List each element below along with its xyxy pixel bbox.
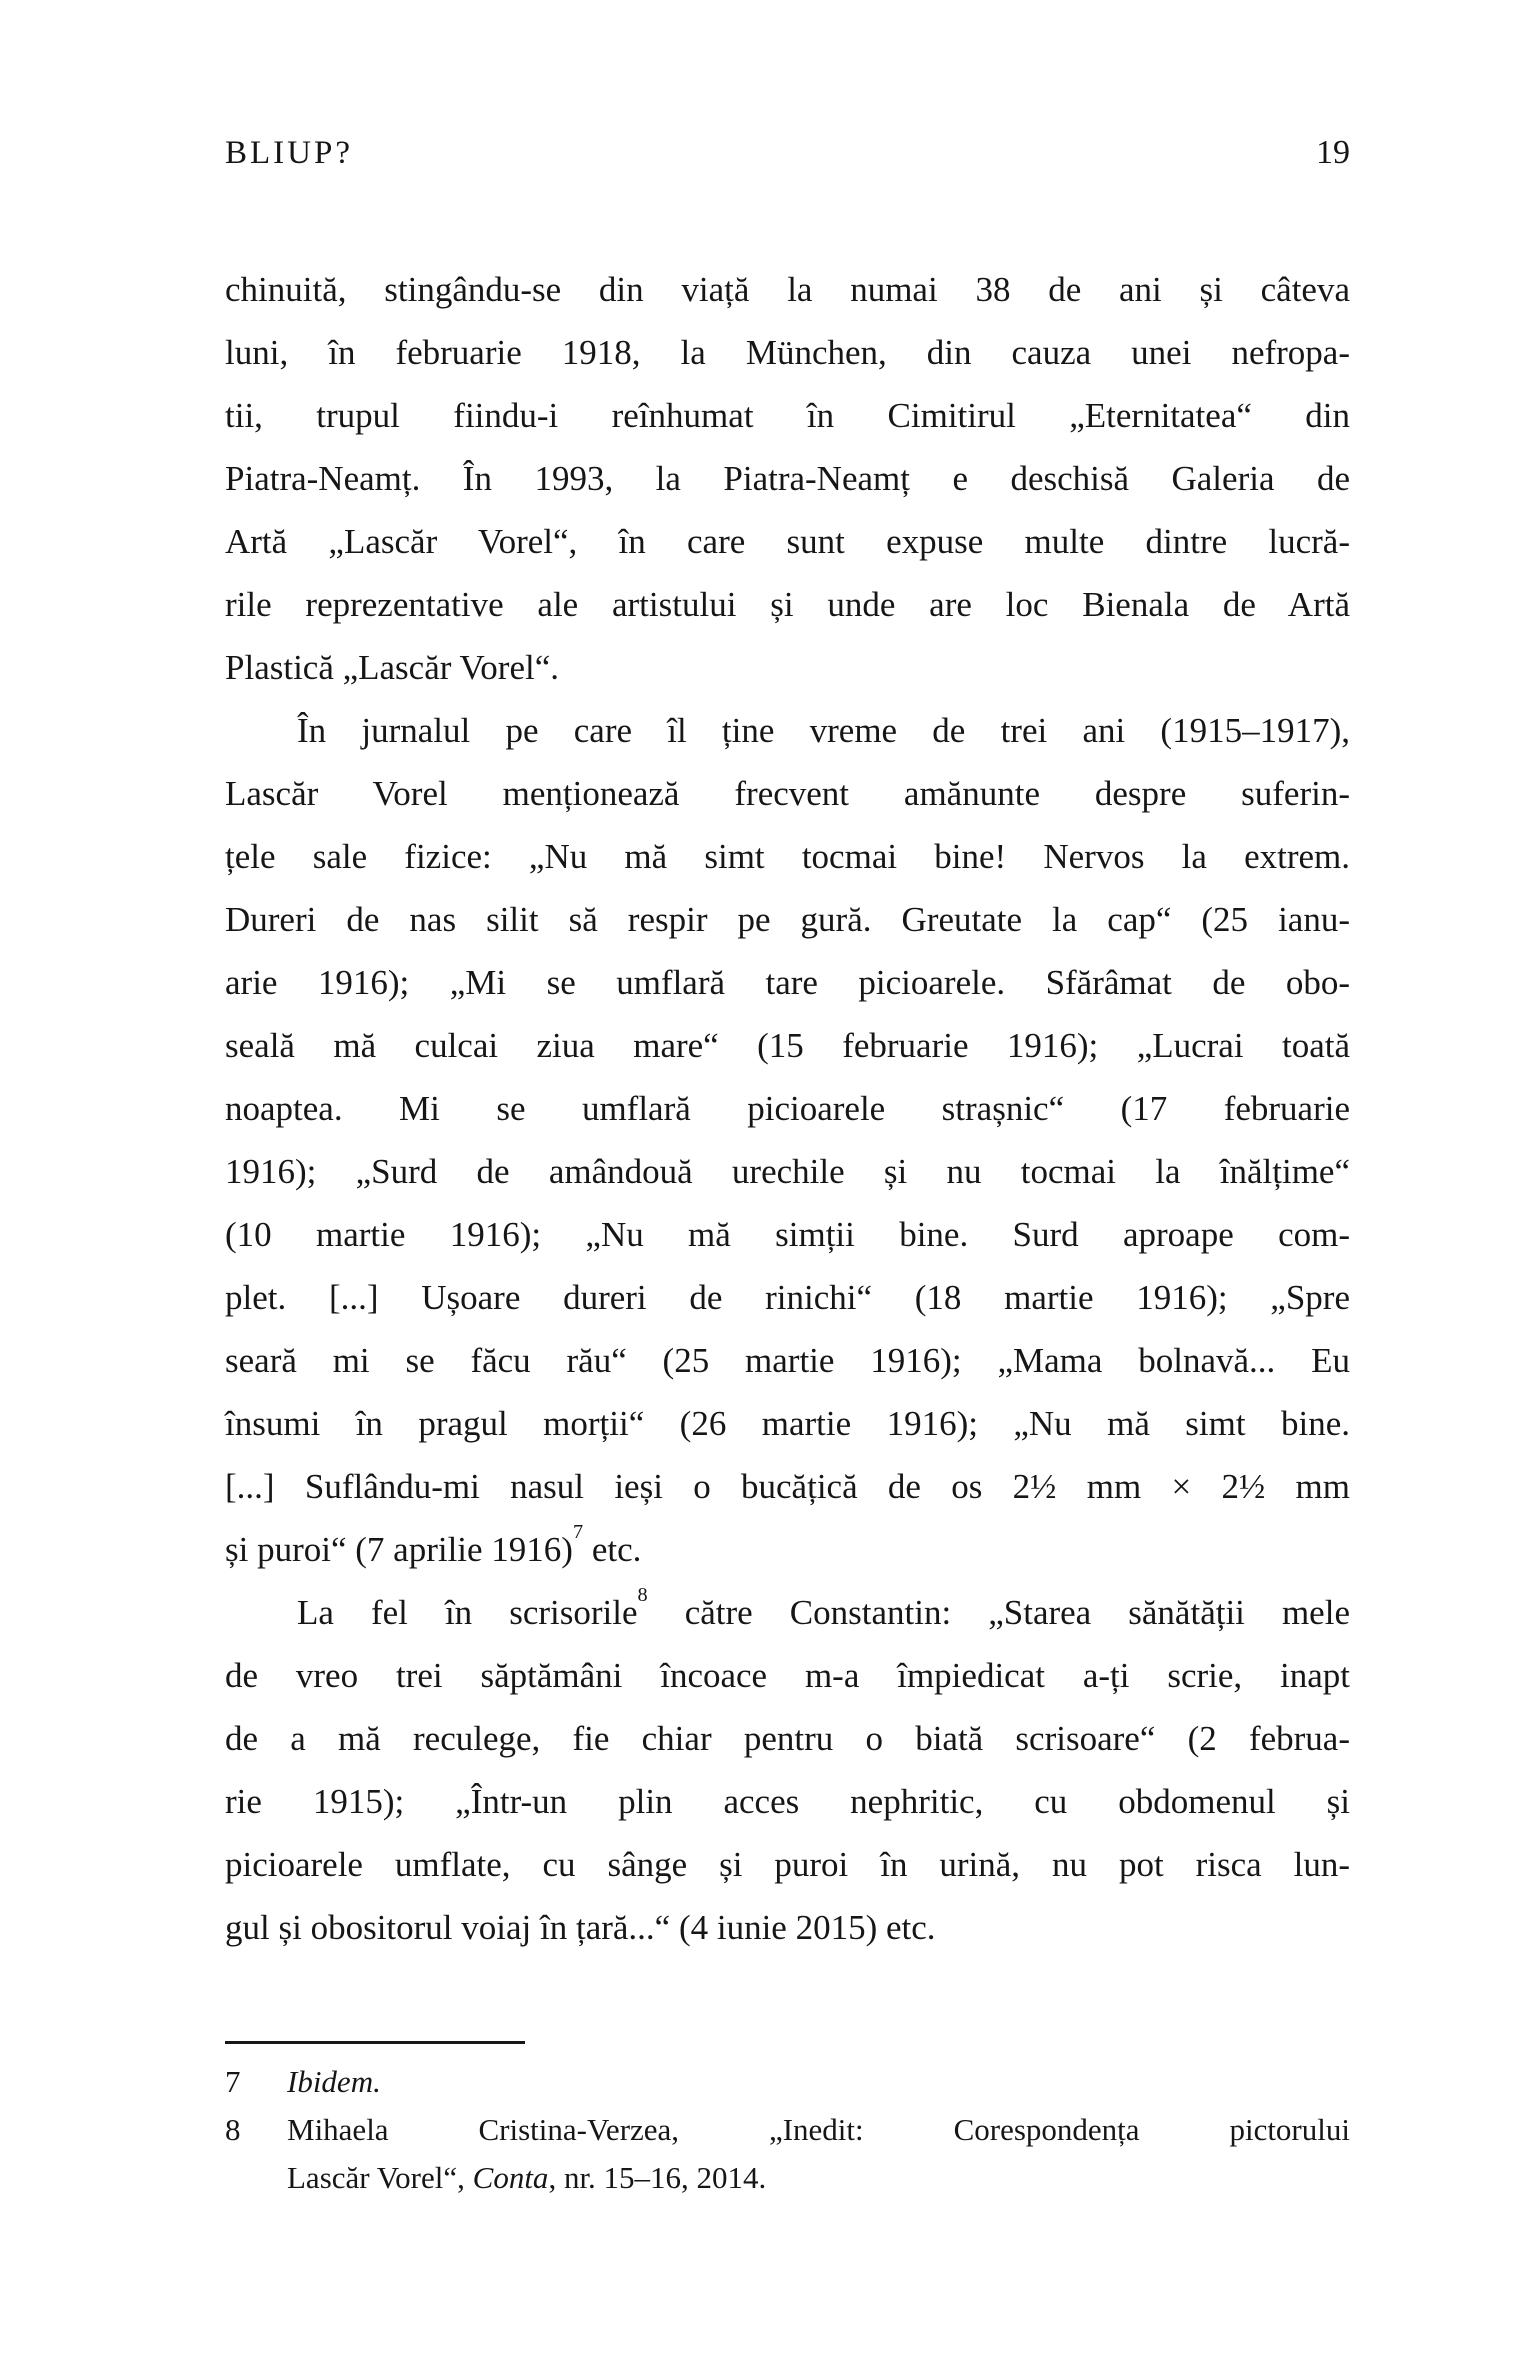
body-text [225,258,1350,1959]
footnote-line: Ibidem. [287,2064,381,2099]
text-line: și puroi“ (7 aprilie 1916)$^7$ etc. [225,1521,642,1569]
footnote-separator-rule [225,2041,525,2044]
text-line: picioarele umflate, cu sânge și puroi în urină, nu pot risca lun- [225,1845,1350,1884]
footnote-reference: 8 [637,1584,648,1607]
footnote-marker: 8 [225,2112,241,2147]
text-line: plet. [...] Ușoare dureri de rinichi“ (18 martie 1916); „Spre [225,1278,1350,1317]
running-header-title: BLIUP? [225,135,353,171]
page-number: 19 [1316,134,1350,171]
footnotes [225,2058,1350,2202]
text-line: Piatra-Neamț. În 1993, la Piatra-Neamț e deschisă Galeria de [225,459,1350,498]
text-line: Dureri de nas silit să respir pe gură. Greutate la cap“ (25 ianu- [225,900,1350,939]
running-header [225,134,1350,172]
text-line: gul și obositorul voiaj în țară...“ (4 iunie 2015) etc. [225,1908,936,1947]
text-line: 1916); „Surd de amândouă urechile și nu tocmai la înălțime“ [225,1152,1350,1191]
text-line: Lascăr Vorel menționează frecvent amănunte despre suferin- [225,774,1350,813]
text-line: [...] Suflându-mi nasul ieși o bucățică de os 2½ mm × 2½ mm [225,1467,1350,1506]
text-line: La fel în scrisorile$^8$ către Constantin: „Starea sănătății mele [297,1584,1350,1632]
text-line: arie 1916); „Mi se umflară tare picioarele. Sfărâmat de obo- [225,963,1350,1002]
footnote-reference: 7 [572,1521,584,1544]
text-line: țele sale fizice: „Nu mă simt tocmai bine! Nervos la extrem. [225,837,1350,876]
text-line: de a mă reculege, fie chiar pentru o biată scrisoare“ (2 februa- [225,1719,1350,1758]
text-line: de vreo trei săptămâni încoace m-a împiedicat a-ți scrie, inapt [225,1656,1350,1695]
text-line: rile reprezentative ale artistului și unde are loc Bienala de Artă [225,585,1350,624]
footnote [225,2106,1350,2202]
text-line: (10 martie 1916); „Nu mă simții bine. Surd aproape com- [225,1215,1350,1254]
footnote-line: Mihaela Cristina-Verzea, „Inedit: Corespondența pictorului [287,2112,1350,2147]
text-line: rie 1915); „Într-un plin acces nephritic, cu obdomenul și [225,1782,1350,1821]
text-line: Artă „Lascăr Vorel“, în care sunt expuse multe dintre lucră- [225,522,1350,561]
text-line: Plastică „Lascăr Vorel“. [225,648,559,687]
footnote-marker: 7 [225,2064,241,2099]
text-line: seară mi se făcu rău“ (25 martie 1916); „Mama bolnavă... Eu [225,1341,1350,1380]
footnote [225,2058,1350,2106]
text-line: chinuită, stingându-se din viață la numai 38 de ani și câteva [225,270,1350,309]
text-line: noaptea. Mi se umflară picioarele strașnic“ (17 februarie [225,1089,1350,1128]
text-line: însumi în pragul morții“ (26 martie 1916); „Nu mă simt bine. [225,1404,1350,1443]
text-line: luni, în februarie 1918, la München, din cauza unei nefropa- [225,333,1350,372]
footnote-line: Lascăr Vorel“, Conta, nr. 15–16, 2014. [287,2160,767,2195]
text-line: tii, trupul fiindu-i reînhumat în Cimitirul „Eternitatea“ din [225,396,1350,435]
text-line: În jurnalul pe care îl ține vreme de trei ani (1915–1917), [297,711,1350,750]
text-line: seală mă culcai ziua mare“ (15 februarie 1916); „Lucrai toată [225,1026,1350,1065]
